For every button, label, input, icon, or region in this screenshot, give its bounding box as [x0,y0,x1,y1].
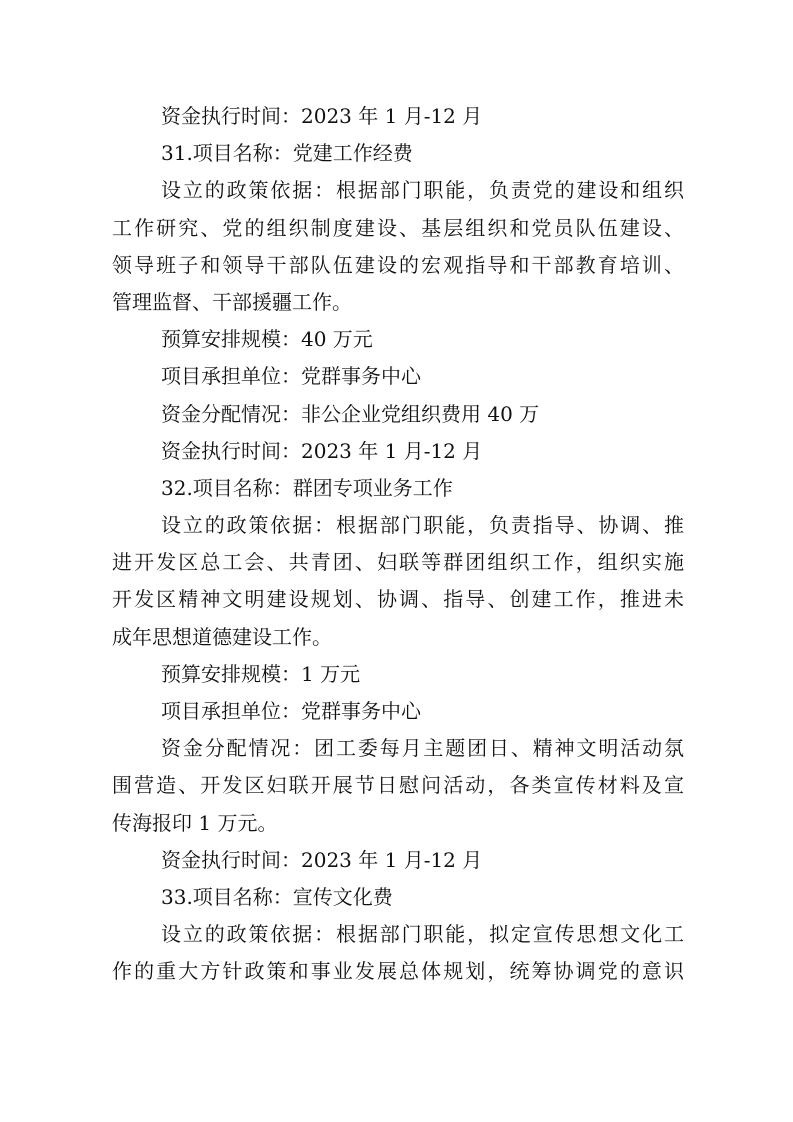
project-title-line: 32.项目名称：群团专项业务工作 [161,475,453,500]
text-line: 项目承担单位：党群事务中心 [161,699,421,723]
project-title-line: 33.项目名称：宣传文化费 [161,884,393,909]
text-line: 传海报印 1 万元。 [112,810,278,835]
document-page [112,98,684,991]
text-line: 围营造、开发区妇联开展节日慰问活动，各类宣传材料及宣 [112,773,684,798]
text-line: 工作研究、党的组织制度建设、基层组织和党员队伍建设、 [112,215,684,240]
text-line: 预算安排规模：40 万元 [161,327,373,352]
text-line: 进开发区总工会、共青团、妇联等群团组织工作，组织实施 [112,550,684,575]
text-line: 领导班子和领导干部队伍建设的宏观指导和干部教育培训、 [112,252,684,277]
text-line: 成年思想道德建设工作。 [112,624,332,649]
text-line: 资金分配情况：团工委每月主题团日、精神文明活动氛 [161,736,684,761]
text-line: 管理监督、干部援疆工作。 [112,289,352,314]
text-line: 设立的政策依据：根据部门职能，负责党的建设和组织 [161,178,684,203]
text-line: 开发区精神文明建设规划、协调、指导、创建工作，推进未 [112,587,684,612]
text-line: 预算安排规模：1 万元 [161,661,361,686]
text-line: 项目承担单位：党群事务中心 [161,364,421,389]
text-line: 资金分配情况：非公企业党组织费用 40 万 [161,401,540,426]
text-line: 设立的政策依据：根据部门职能，拟定宣传思想文化工 [161,922,684,947]
text-line: 设立的政策依据：根据部门职能，负责指导、协调、推 [161,513,684,538]
text-line: 资金执行时间：2023 年 1 月-12 月 [161,847,483,872]
text-line: 资金执行时间：2023 年 1 月-12 月 [161,104,483,128]
text-line: 资金执行时间：2023 年 1 月-12 月 [161,438,483,463]
text-line: 作的重大方针政策和事业发展总体规划，统筹协调党的意识 [112,959,684,984]
project-title-line: 31.项目名称：党建工作经费 [161,141,413,166]
